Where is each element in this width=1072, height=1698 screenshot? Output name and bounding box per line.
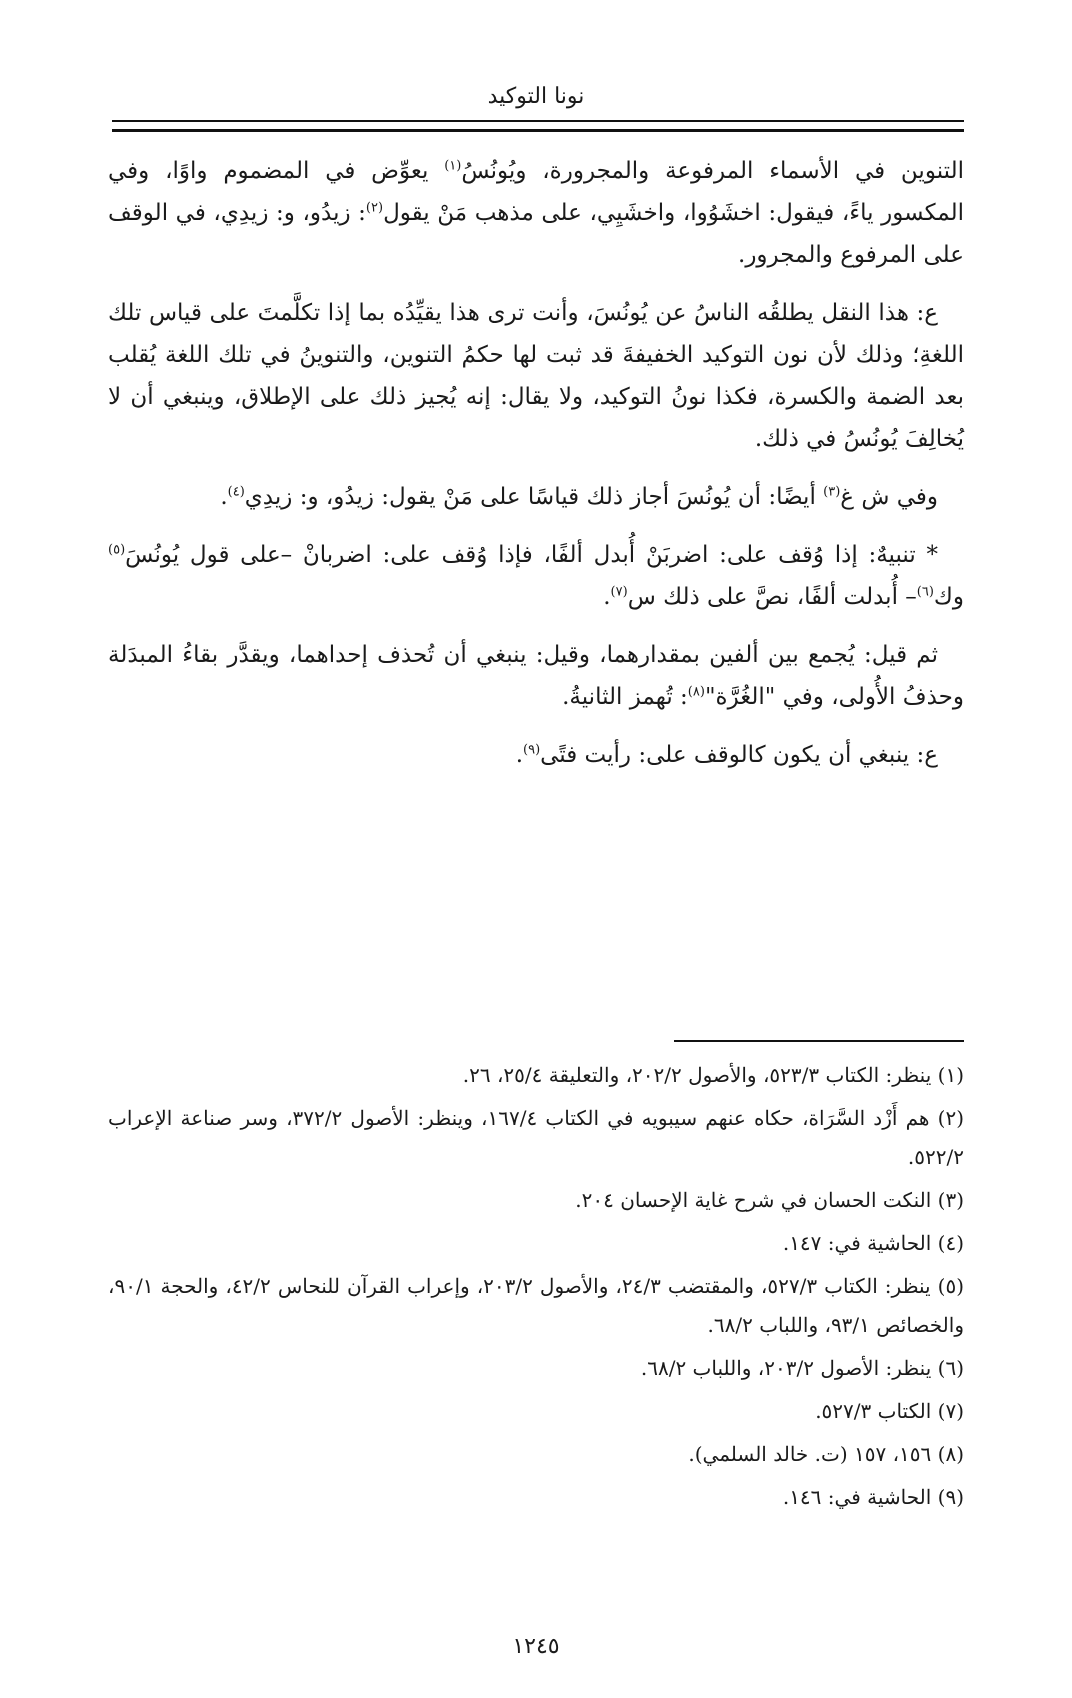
footnote-ref-2: (٢)	[365, 200, 384, 216]
footnote-6: (٦) ينظر: الأصول ٢٠٣/٢، واللباب ٦٨/٢.	[640, 1356, 964, 1380]
footnote-7: (٧) الكتاب ٥٢٧/٣.	[815, 1399, 964, 1423]
main-text	[108, 150, 964, 792]
footnote-ref-8: (٨)	[687, 684, 705, 700]
footnote-ref-4: (٤)	[227, 484, 245, 500]
footnote-4: (٤) الحاشية في: ١٤٧.	[782, 1231, 964, 1255]
header-rule-thick	[112, 129, 964, 132]
paragraph-2: ع: هذا النقل يطلقُه الناسُ عن يُونُسَ، وأنت ترى هذا يقيِّدُه بما إذا تكلَّمتَ على قياس تلك اللغةِ؛ وذلك لأن نون التوكيد الخفيفةَ قد ثبت لها حكمُ التنوين، والتنوينُ في تلك اللغة يُقلب بعد الضمة والكسرة، فكذا نونُ التوكيد، ولا يقال: إنه يُجيز ذلك على الإطلاق، وينبغي أن لا يُخالِفَ يُونُسُ في ذلك.	[108, 300, 964, 452]
footnote-ref-1: (١)	[444, 158, 462, 174]
running-header-title: نونا التوكيد	[487, 84, 585, 109]
footnote-1: (١) ينظر: الكتاب ٥٢٣/٣، والأصول ٢٠٢/٢، والتعليقة ٢٥/٤، ٢٦.	[462, 1063, 964, 1087]
footnote-ref-7: (٧)	[610, 584, 628, 600]
footnote-ref-5: (٥)	[108, 542, 126, 558]
footnote-9: (٩) الحاشية في: ١٤٦.	[782, 1485, 964, 1509]
footnote-separator	[674, 1040, 964, 1042]
footnote-3: (٣) النكت الحسان في شرح غاية الإحسان ٢٠٤.	[575, 1188, 964, 1212]
footnote-ref-6: (٦)	[916, 584, 934, 600]
header-rule-thin	[112, 120, 964, 122]
footnote-8: (٨) ١٥٦، ١٥٧ (ت. خالد السلمي).	[688, 1442, 964, 1466]
footnote-2: (٢) هم أَزْد السَّرَاة، حكاه عنهم سيبويه في الكتاب ١٦٧/٤، وينظر: الأصول ٣٧٢/٢، وسر صناعة الإعراب ٥٢٢/٢.	[108, 1106, 965, 1169]
footnote-5: (٥) ينظر: الكتاب ٥٢٧/٣، والمقتضب ٢٤/٣، والأصول ٢٠٣/٢، وإعراب القرآن للنحاس ٤٢/٢، والحجة ٩٠/١، والخصائص ٩٣/١، واللباب ٦٨/٢.	[108, 1274, 964, 1337]
footnotes-section	[108, 1056, 964, 1521]
footnote-ref-9: (٩)	[523, 742, 541, 758]
paragraph-1: التنوين في الأسماء المرفوعة والمجرورة، ويُونُسُ$^{(١)}$ يعوِّض في المضموم واوًا، وفي المكسور ياءً، فيقول: اخشَوُوا، واخشَيِي، على مذهب مَنْ يقول$^{(٢)}$: زيدُو، و: زيدِي، في الوقف على المرفوع والمجرور.	[108, 158, 965, 268]
paragraph-6: ع: ينبغي أن يكون كالوقف على: رأيت فتًى$^{(٩)}$.	[515, 742, 938, 768]
paragraph-4: * تنبيهٌ: إذا وُقف على: اضربَنْ أُبدل ألفًا، فإذا وُقف على: اضربانْ –على قول يُونُسَ$^{(٥)}$ وك$^{(٦)}$– أُبدلت ألفًا، نصَّ على ذلك س$^{(٧)}$.	[108, 542, 964, 610]
paragraph-3: وفي ش غ$^{(٣)}$ أيضًا: أن يُونُسَ أجاز ذلك قياسًا على مَنْ يقول: زيدُو، و: زيدِي$^{(٤)}$.	[220, 484, 938, 510]
paragraph-5: ثم قيل: يُجمع بين ألفين بمقدارهما، وقيل: ينبغي أن تُحذف إحداهما، ويقدَّر بقاءُ المبدَلة وحذفُ الأُولى، وفي "الغُرَّة"$^{(٨)}$: تُهمز الثانيةُ.	[108, 642, 964, 710]
page-number: ١٢٤٥	[512, 1634, 560, 1659]
footnote-ref-3: (٣)	[823, 484, 841, 500]
